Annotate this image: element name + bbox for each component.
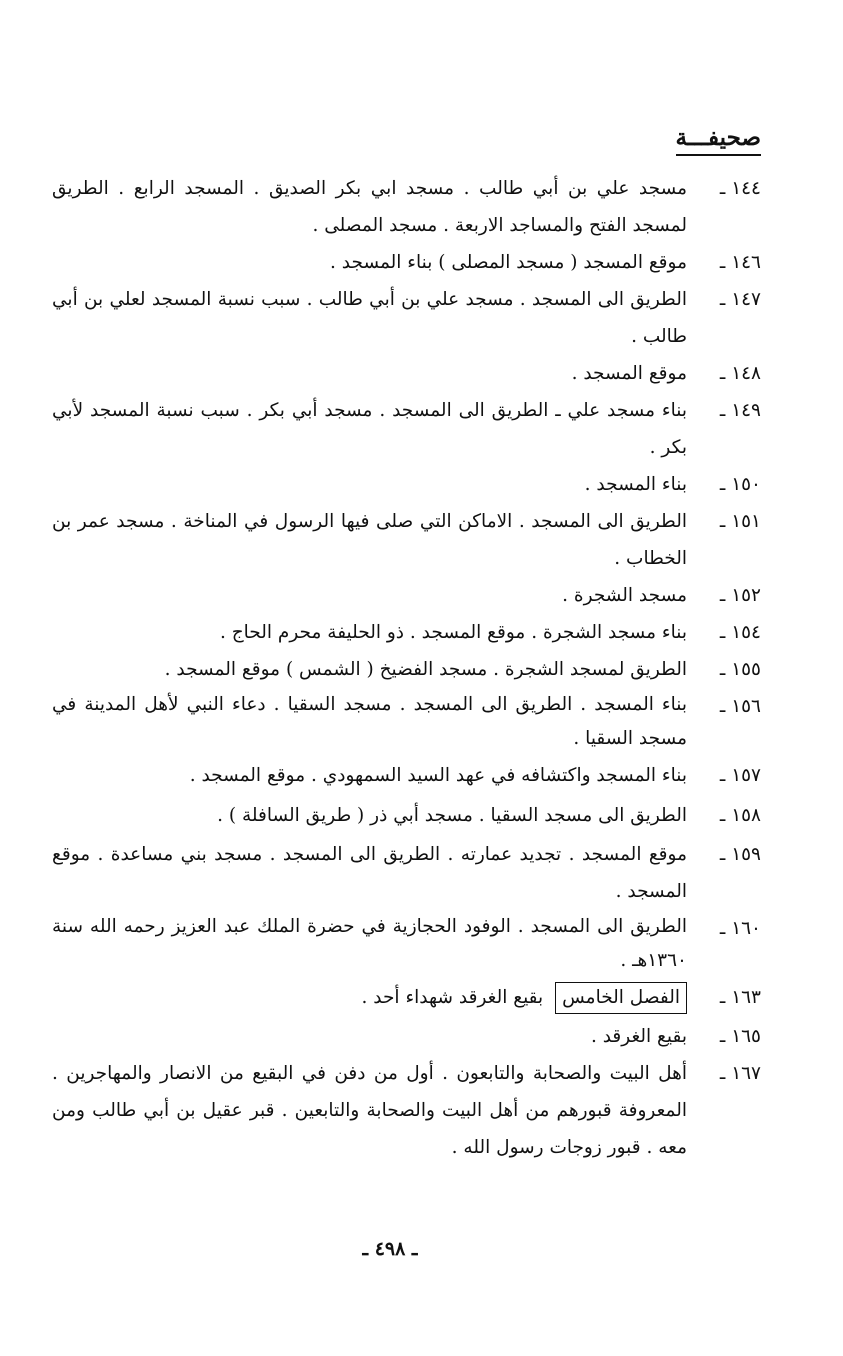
toc-entry <box>52 796 761 836</box>
toc-entry <box>52 1055 761 1166</box>
toc-entry <box>52 577 761 614</box>
entry-text: موقع المسجد . <box>571 363 687 384</box>
entry-page-number: ١٥٧ ـ <box>719 765 761 786</box>
table-of-contents <box>52 170 761 1166</box>
entry-page-number: ١٥٠ ـ <box>719 474 761 495</box>
entry-text: بناء مسجد الشجرة . موقع المسجد . ذو الحليفة محرم الحاج . <box>219 622 687 643</box>
toc-entry <box>52 836 761 910</box>
toc-entry <box>52 244 761 281</box>
entry-text: الطريق لمسجد الشجرة . مسجد الفضيخ ( الشمس ) موقع المسجد . <box>164 659 687 680</box>
entry-page-number: ١٥٩ ـ <box>719 844 761 865</box>
entry-text: الطريق الى مسجد السقيا . مسجد أبي ذر ( طريق السافلة ) . <box>217 805 687 826</box>
toc-entry <box>52 688 761 756</box>
page-number: ـ ٤٩٨ ـ <box>362 1238 418 1260</box>
entry-text: موقع المسجد . تجديد عمارته . الطريق الى المسجد . مسجد بني مساعدة . موقع المسجد . <box>52 844 687 902</box>
chapter-heading-box: الفصل الخامس <box>555 982 687 1014</box>
entry-page-number: ١٤٦ ـ <box>719 252 761 273</box>
toc-entry <box>52 170 761 244</box>
entry-page-number: ١٤٨ ـ <box>719 363 761 384</box>
entry-text: مسجد الشجرة . <box>562 585 687 606</box>
entry-text: أهل البيت والصحابة والتابعون . أول من دفن في البقيع من الانصار والمهاجرين . المعروفة قبورهم من أهل البيت والصحابة والتابعين . قبر عقيل بن أبي طالب ومن معه . قبور زوجات رسول الله . <box>52 1063 687 1158</box>
toc-entry <box>52 281 761 355</box>
page-heading: صحيفـــة <box>676 124 762 156</box>
entry-text: موقع المسجد ( مسجد المصلى ) بناء المسجد . <box>330 252 687 273</box>
toc-entry <box>52 503 761 577</box>
entry-text: الطريق الى المسجد . الاماكن التي صلى فيها الرسول في المناخة . مسجد عمر بن الخطاب . <box>52 511 687 569</box>
entry-page-number: ١٥٨ ـ <box>719 805 761 826</box>
entry-page-number: ١٥٥ ـ <box>719 659 761 680</box>
entry-page-number: ١٤٩ ـ <box>719 400 761 421</box>
entry-page-number: ١٥١ ـ <box>719 511 761 532</box>
entry-page-number: ١٤٤ ـ <box>719 178 761 199</box>
entry-page-number: ١٤٧ ـ <box>719 289 761 310</box>
entry-page-number: ١٦٠ ـ <box>719 918 761 939</box>
entry-text: الطريق الى المسجد . الوفود الحجازية في حضرة الملك عبد العزيز رحمه الله سنة ١٣٦٠هـ . <box>52 916 687 971</box>
toc-entry <box>52 1018 761 1055</box>
entry-page-number: ١٦٥ ـ <box>719 1026 761 1047</box>
toc-entry <box>52 355 761 392</box>
entry-text: مسجد علي بن أبي طالب . مسجد ابي بكر الصديق . المسجد الرابع . الطريق لمسجد الفتح والمساجد الاربعة . مسجد المصلى . <box>52 178 687 236</box>
entry-text: بناء المسجد . <box>584 474 687 495</box>
entry-page-number: ١٥٢ ـ <box>719 585 761 606</box>
entry-text: بقيع الغرقد . <box>590 1026 687 1047</box>
entry-text: الطريق الى المسجد . مسجد علي بن أبي طالب . سبب نسبة المسجد لعلي بن أبي طالب . <box>52 289 687 347</box>
entry-page-number: ١٥٦ ـ <box>719 696 761 717</box>
toc-entry <box>52 466 761 503</box>
entry-text: بقيع الغرقد شهداء أحد . <box>361 987 544 1008</box>
entry-text: بناء المسجد . الطريق الى المسجد . مسجد السقيا . دعاء النبي لأهل المدينة في مسجد السقيا . <box>52 694 687 749</box>
toc-entry <box>52 651 761 688</box>
toc-entry <box>52 910 761 978</box>
entry-text: بناء مسجد علي ـ الطريق الى المسجد . مسجد أبي بكر . سبب نسبة المسجد لأبي بكر . <box>52 400 687 458</box>
entry-page-number: ١٥٤ ـ <box>719 622 761 643</box>
entry-page-number: ١٦٣ ـ <box>719 987 761 1008</box>
entry-page-number: ١٦٧ ـ <box>719 1063 761 1084</box>
entry-text: بناء المسجد واكتشافه في عهد السيد السمهودي . موقع المسجد . <box>189 765 687 786</box>
toc-entry <box>52 978 761 1018</box>
toc-entry <box>52 392 761 466</box>
toc-entry <box>52 614 761 651</box>
entry-text-container <box>52 978 687 1018</box>
toc-entry <box>52 756 761 796</box>
